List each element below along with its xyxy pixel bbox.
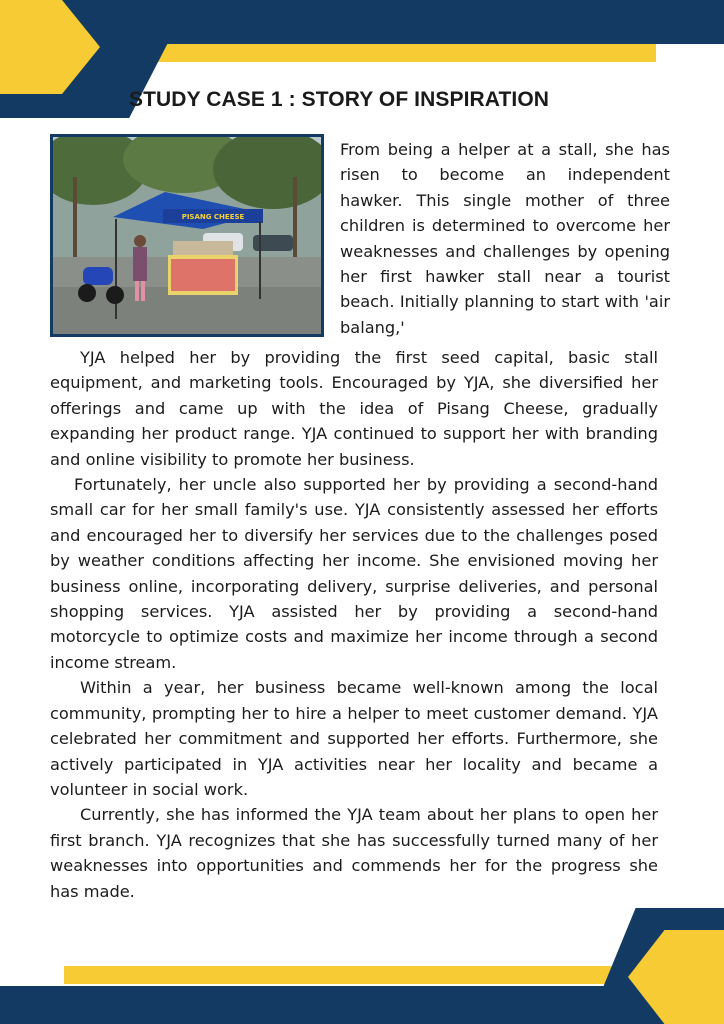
story-paragraph-2: Fortunately, her uncle also supported her by providing a second-hand small car for her small family's use. YJA consistently assessed her efforts and encouraged her to diversify her services due to the challenges posed by weather conditions affecting her income. She envisioned moving her business online, incorporating delivery, surprise deliveries, and personal shopping services. YJA assisted her by providing a second-hand motorcycle to optimize costs and maximize her income through a second income stream. — [50, 475, 658, 672]
stall-photo-illustration — [53, 137, 321, 334]
story-body — [50, 345, 658, 904]
bottom-yellow-band — [64, 966, 624, 984]
top-yellow-band — [100, 44, 656, 62]
story-paragraph-4: Currently, she has informed the YJA team about her plans to open her first branch. YJA recognizes that she has successfully turned many of her weaknesses into opportunities and commends her for the progress she has made. — [50, 805, 658, 901]
story-paragraph-3: Within a year, her business became well-known among the local community, prompting her to hire a helper to meet customer demand. YJA celebrated her commitment and supported her efforts. Furthermore, she actively participated in YJA activities near her locality and became a volunteer in social work. — [50, 678, 658, 799]
story-paragraph-1: YJA helped her by providing the first seed capital, basic stall equipment, and marketing tools. Encouraged by YJA, she diversified her offerings and came up with the idea of Pisang Cheese, gradually expanding her product range. YJA continued to support her with branding and online visibility to promote her business. — [50, 348, 658, 469]
stall-sign-text: PISANG CHEESE — [181, 213, 245, 221]
intro-paragraph: From being a helper at a stall, she has risen to become an independent hawker. This single mother of three children is determined to overcome her weaknesses and challenges by opening her first hawker stall near a tourist beach. Initially planning to start with 'air balang,' — [340, 140, 670, 337]
page-title: STUDY CASE 1 : STORY OF INSPIRATION — [129, 88, 550, 111]
stall-photo — [50, 134, 324, 337]
